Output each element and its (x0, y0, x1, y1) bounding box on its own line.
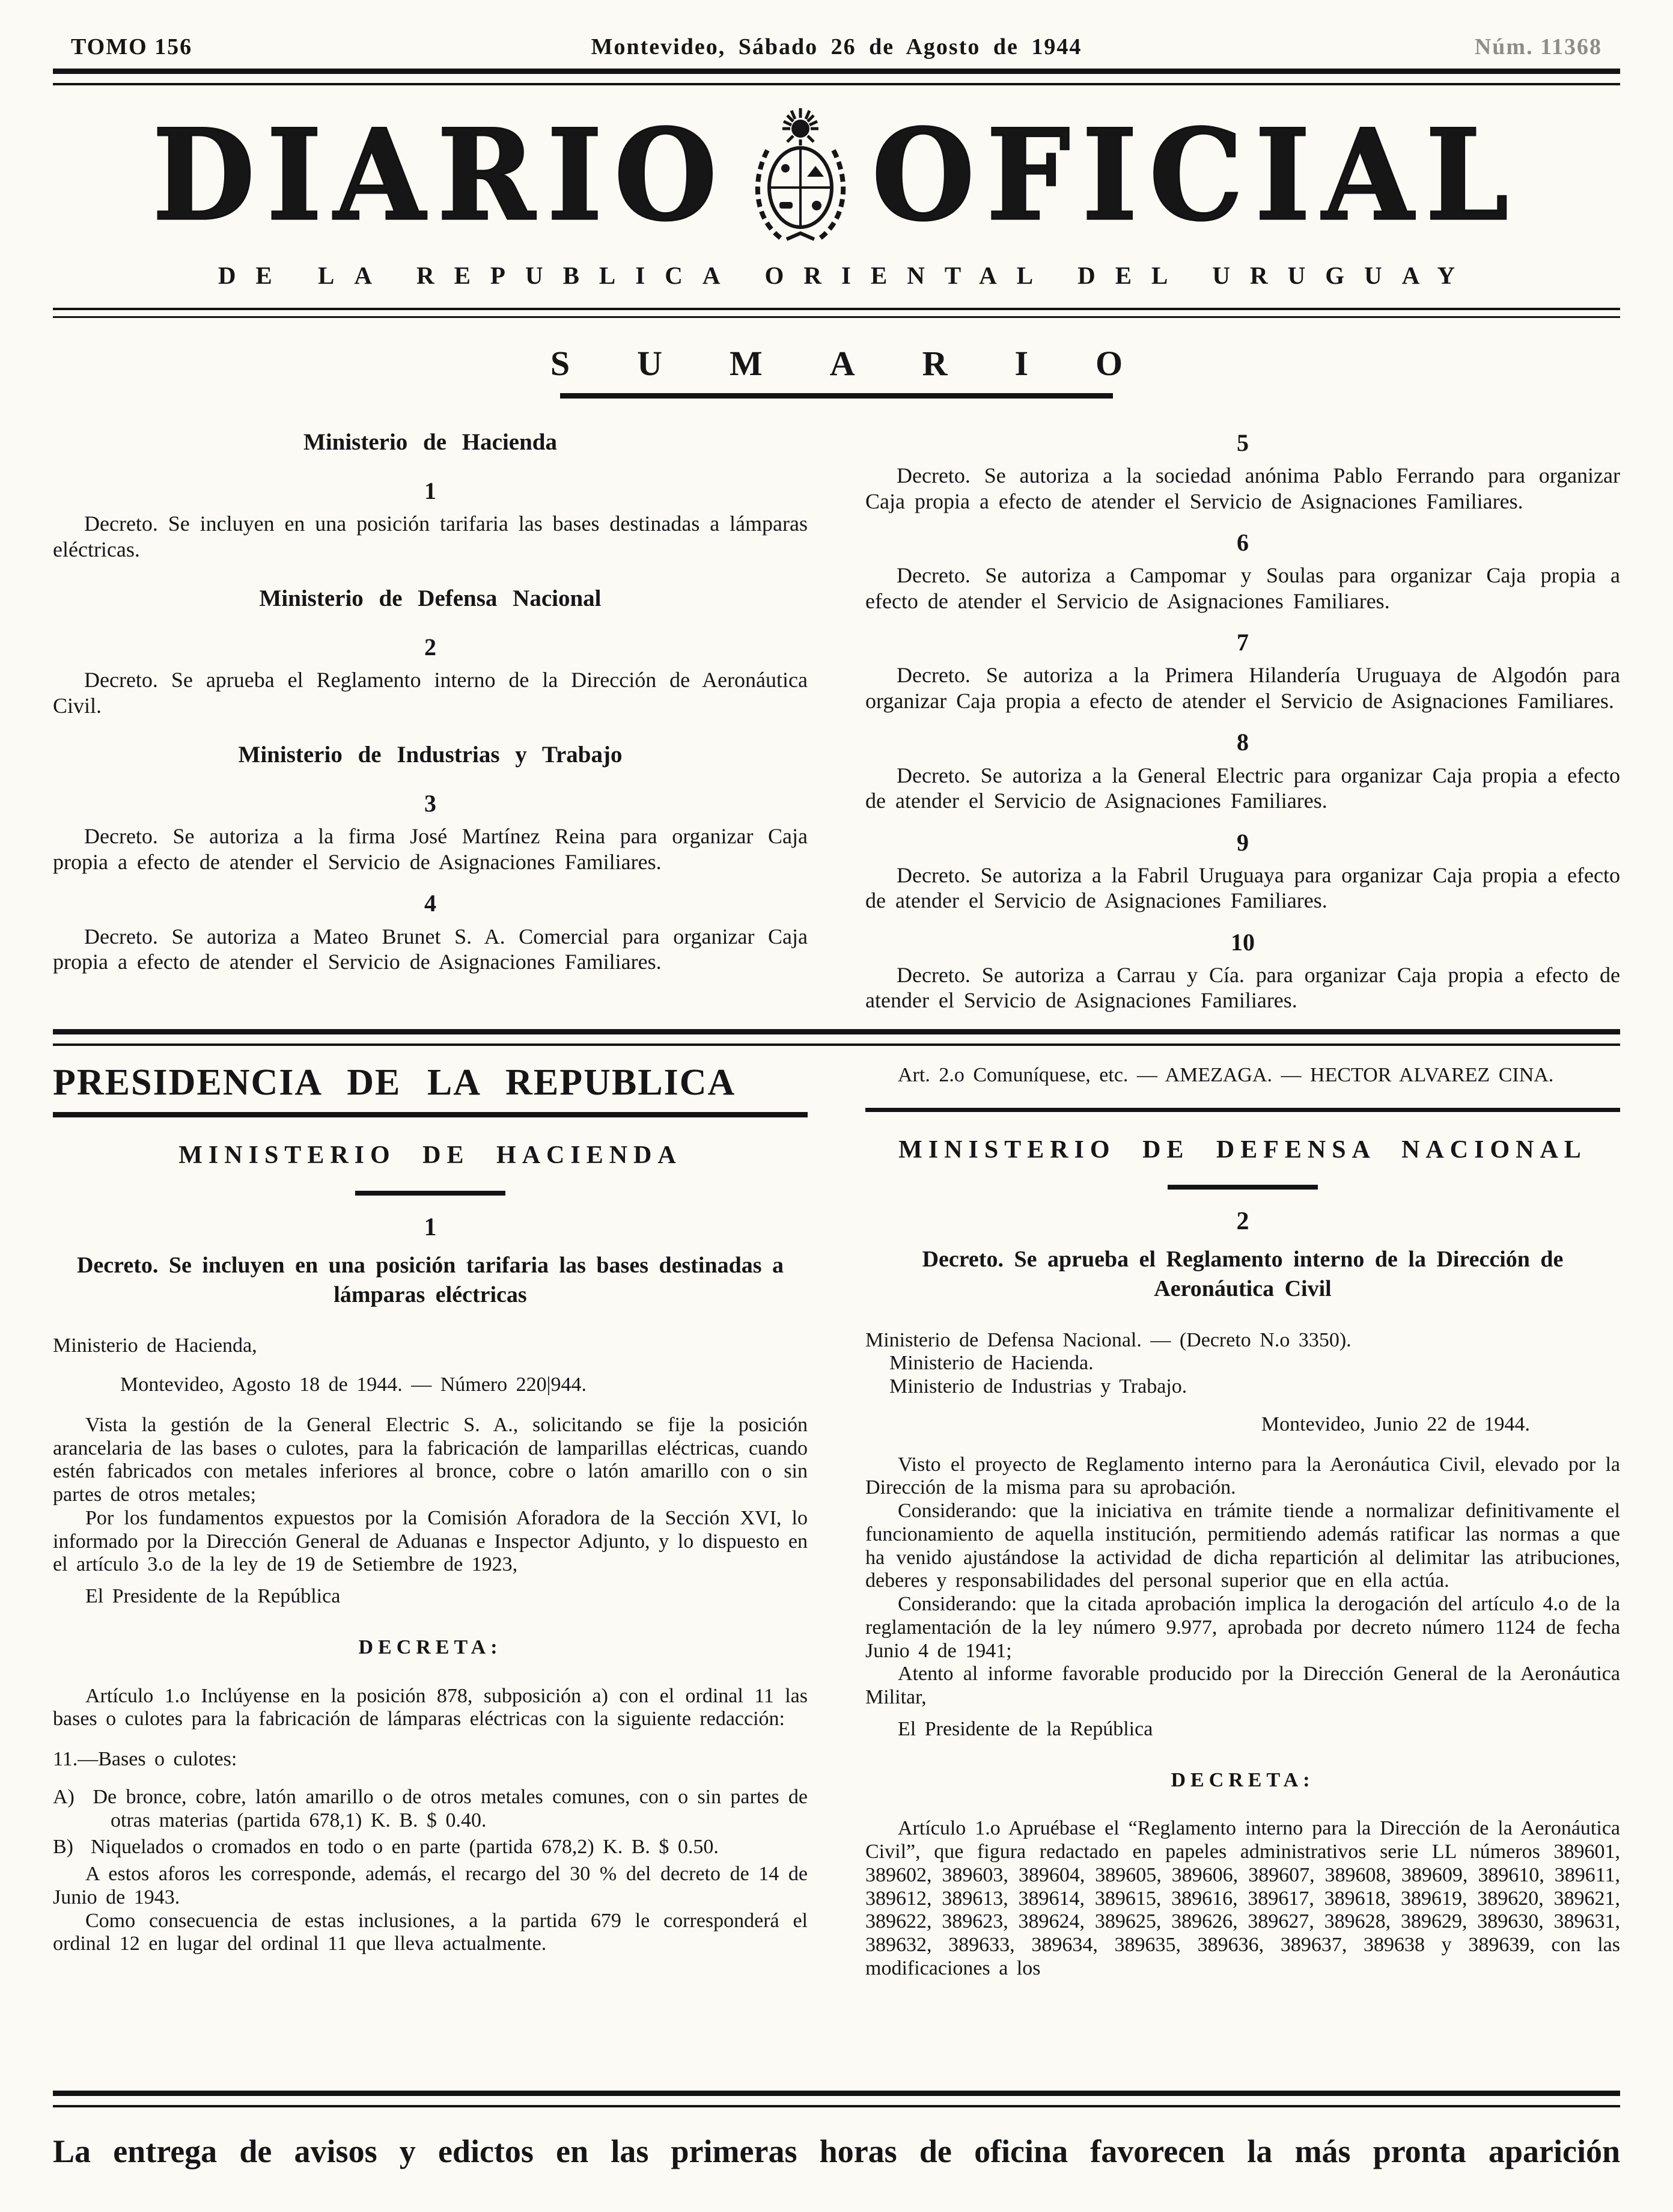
sumario-entry: Decreto. Se autoriza a la firma José Martínez Reina para organizar Caja propia a efecto de atender el Servicio de Asignaciones Familiares. (53, 824, 808, 874)
sumario-section-header: Ministerio de Defensa Nacional (259, 585, 602, 612)
masthead-title-right: OFICIAL (871, 102, 1521, 249)
decree-title: Decreto. Se incluyen en una posición tarifaria las bases destinadas a lámparas eléctricas (76, 1253, 784, 1307)
president-line: El Presidente de la República (85, 1585, 341, 1608)
paragraph: Por los fundamentos expuestos por la Comisión Aforadora de la Sección XVI, lo informado por la Dirección General de Aduanas e Inspector Adjunto, y lo dispuesto en el artículo 3.o de la ley de 19 de Setiembre de 1923, (53, 1506, 808, 1576)
sumario-section-header: Ministerio de Hacienda (303, 429, 557, 455)
sumario-underline (560, 393, 1113, 399)
sumario-item-number: 3 (424, 790, 436, 817)
masthead-title-left: DIARIO (152, 102, 729, 249)
double-rule-under-sumario (53, 1029, 1620, 1046)
masthead (53, 102, 1620, 249)
decree-number: 1 (424, 1214, 437, 1242)
main-columns (53, 1046, 1620, 1981)
list-marker: A) (53, 1785, 75, 1808)
ministry-line: Ministerio de Defensa Nacional. — (Decreto N.o 3350). (865, 1328, 1352, 1351)
sumario-entry: Decreto. Se autoriza a Carrau y Cía. para organizar Caja propia a efecto de atender el Servicio de Asignaciones Familiares. (865, 962, 1620, 1013)
sumario-item-number: 1 (424, 477, 436, 505)
issue-number: Núm. 11368 (1474, 34, 1602, 60)
sumario-columns (53, 423, 1620, 1013)
decree-number: 2 (1236, 1208, 1249, 1236)
sumario-item-number: 10 (1231, 928, 1255, 956)
list-heading: 11.—Bases o culotes: (53, 1748, 237, 1771)
sumario-item-number: 2 (424, 634, 436, 661)
decreta-label: DECRETA: (1171, 1768, 1315, 1791)
section-divider (355, 1191, 505, 1196)
main-right-column (865, 1046, 1620, 1981)
double-rule-under-masthead (53, 308, 1620, 318)
decree-title: Decreto. Se aprueba el Reglamento interno de la Dirección de Aeronáutica Civil (922, 1247, 1564, 1301)
sumario-item-number: 8 (1237, 729, 1249, 756)
sumario-left-column (53, 423, 808, 1013)
paragraph: A estos aforos les corresponde, además, el recargo del 30 % del decreto de 14 de Junio de 1943. (53, 1863, 808, 1908)
double-rule-top (53, 69, 1620, 85)
sumario-entry: Decreto. Se autoriza a Campomar y Soulas para organizar Caja propia a efecto de atender el Servicio de Asignaciones Familiares. (865, 563, 1620, 613)
sumario-title: SUMARIO (550, 344, 1190, 383)
sumario-entry: Decreto. Se incluyen en una posición tarifaria las bases destinadas a lámparas eléctricas. (53, 512, 808, 561)
decree-dateline: Montevideo, Junio 22 de 1944. (1261, 1413, 1530, 1435)
president-line: El Presidente de la República (898, 1717, 1153, 1740)
sumario-item-number: 6 (1237, 529, 1249, 557)
list-item (53, 1786, 808, 1833)
ministry-header: MINISTERIO DE HACIENDA (178, 1141, 682, 1170)
sumario-entry: Decreto. Se autoriza a la General Electric para organizar Caja propia a efecto de atender el Servicio de Asignaciones Familiares. (865, 763, 1620, 813)
sumario-item-number: 4 (424, 890, 436, 917)
coat-of-arms-icon (749, 106, 852, 245)
paragraph: Considerando: que la citada aprobación implica la derogación del artículo 4.o de la reglamentación de la ley número 9.977, aprobada por decreto número 1124 de fecha Junio 4 de 1941; (865, 1593, 1620, 1662)
decreta-label: DECRETA: (358, 1636, 502, 1658)
section-divider (1168, 1185, 1318, 1190)
sumario-entry: Decreto. Se aprueba el Reglamento interno de la Dirección de Aeronáutica Civil. (53, 668, 808, 718)
sumario-item-number: 7 (1237, 629, 1249, 656)
main-left-column (53, 1046, 808, 1981)
list-item-text: De bronce, cobre, latón amarillo o de otros metales comunes, con o sin partes de otras materias (partida 678,1) K. B. $ 0.40. (93, 1785, 808, 1832)
paragraph: Considerando: que la iniciativa en trámite tiende a normalizar definitivamente el funcionamiento de aquella institución, permitiendo además ratificar las normas a que ha venido ajustándose la actividad de dicha repartición al delimitar las atribuciones, deberes y responsabilidades del personal superior que en ella actúa. (865, 1500, 1620, 1592)
column-divider-rule (865, 1108, 1620, 1112)
presidencia-underline (53, 1112, 808, 1117)
sumario-item-number: 9 (1237, 828, 1249, 856)
sumario-entry: Decreto. Se autoriza a Mateo Brunet S. A. Comercial para organizar Caja propia a efecto de atender el Servicio de Asignaciones Familiares. (53, 924, 808, 974)
sumario-entry: Decreto. Se autoriza a la Primera Hilandería Uruguaya de Algodón para organizar Caja propia a efecto de atender el Servicio de Asignaciones Familiares. (865, 663, 1620, 713)
edition-dateline: Montevideo, Sábado 26 de Agosto de 1944 (591, 34, 1082, 60)
sumario-entry: Decreto. Se autoriza a la Fabril Uruguaya para organizar Caja propia a efecto de atender el Servicio de Asignaciones Familiares. (865, 863, 1620, 913)
list-item-text: Niquelados o cromados en todo o en parte (partida 678,2) K. B. $ 0.50. (91, 1836, 719, 1859)
ministry-line: Ministerio de Industrias y Trabajo. (889, 1375, 1187, 1398)
paragraph: Vista la gestión de la General Electric S. A., solicitando se fije la posición arancelaria de las bases o culotes, para la fabricación de lamparillas eléctricas, cuando estén fabricados con metales inferiores al bronce, cobre o latón amarillo con o sin partes de otros metales; (53, 1413, 808, 1506)
list-item (53, 1836, 808, 1859)
paragraph: Visto el proyecto de Reglamento interno para la Aeronáutica Civil, elevado por la Dirección de la misma para su aprobación. (865, 1453, 1620, 1499)
paragraph: Artículo 1.o Inclúyense en la posición 878, subposición a) con el ordinal 11 las bases o culotes para la fabricación de lámparas eléctricas con la siguiente redacción: (53, 1684, 808, 1731)
double-rule-footer (53, 2091, 1620, 2107)
paragraph: Art. 2.o Comuníquese, etc. — AMEZAGA. — HECTOR ALVAREZ CINA. (898, 1063, 1554, 1086)
tomo-label: TOMO 156 (71, 34, 193, 60)
masthead-subtitle: DE LA REPUBLICA ORIENTAL DEL URUGUAY (218, 261, 1475, 289)
top-info-row (53, 34, 1620, 60)
sumario-right-column (865, 423, 1620, 1013)
ministry-line: Ministerio de Hacienda, (53, 1334, 257, 1357)
paragraph: Como consecuencia de estas inclusiones, a la partida 679 le corresponderá el ordinal 12 en lugar del ordinal 11 que lleva actualmente. (53, 1909, 808, 1955)
ministry-line: Ministerio de Hacienda. (889, 1352, 1094, 1375)
footer-notice: La entrega de avisos y edictos en las primeras horas de oficina favorecen la más pronta aparición (53, 2133, 1620, 2169)
paragraph: Artículo 1.o Apruébase el “Reglamento interno para la Dirección de la Aeronáutica Civil”, que figura redactado en papeles administrativos serie LL números 389601, 389602, 389603, 389604, 389605, 389606, 389607, 389608, 389609, 389610, 389611, 389612, 389613, 389614, 389615, 389616, 389617, 389618, 389619, 389620, 389621, 389622, 389623, 389624, 389625, 389626, 389627, 389628, 389629, 389630, 389631, 389632, 389633, 389634, 389635, 389636, 389637, 389638 y 389639, con las modificaciones a los (865, 1817, 1620, 1979)
sumario-item-number: 5 (1237, 429, 1249, 456)
list-marker: B) (53, 1836, 73, 1859)
presidencia-header: PRESIDENCIA DE LA REPUBLICA (53, 1062, 736, 1103)
sumario-entry: Decreto. Se autoriza a la sociedad anónima Pablo Ferrando para organizar Caja propia a efecto de atender el Servicio de Asignaciones Familiares. (865, 463, 1620, 513)
ministry-header: MINISTERIO DE DEFENSA NACIONAL (898, 1135, 1587, 1164)
sumario-section-header: Ministerio de Industrias y Trabajo (238, 742, 623, 768)
decree-dateline: Montevideo, Agosto 18 de 1944. — Número 220|944. (120, 1373, 587, 1396)
paragraph: Atento al informe favorable producido por la Dirección General de la Aeronáutica Militar, (865, 1663, 1620, 1708)
